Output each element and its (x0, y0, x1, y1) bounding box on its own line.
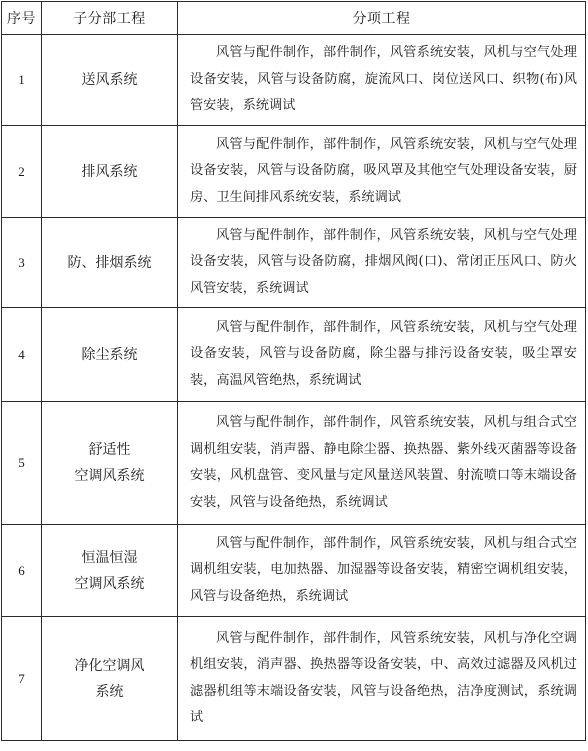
row-subdivision-line: 舒适性 (88, 442, 131, 458)
row-subdivision-line: 空调风系统 (74, 575, 145, 592)
row-items-text: 风管与配件制作，部件制作，风管系统安装，风机与空气处理设备安装，风管与设备防腐，排烟风阀(口)、常闭正压风口、防火风管安装，系统调试 (190, 227, 577, 296)
row-items-text: 风管与配件制作，部件制作，风管系统安装，风机与空气处理设备安装，风管与设备防腐，旋流风口、岗位送风口、织物(布)风管安装，系统调试 (190, 45, 577, 114)
row-items (178, 218, 586, 308)
row-subdivision-line: 恒温恒湿 (81, 549, 138, 566)
row-items-text: 风管与配件制作，部件制作，风管系统安装，风机与组合式空调机组安装，消声器、静电除尘器、换热器、紫外线灭菌器等设备安装，风机盘管、变风量与定风量送风装置、射流喷口等末端设备安装，风管与设备绝热，系统调试 (190, 415, 577, 510)
row-items (178, 402, 586, 525)
row-items (178, 35, 586, 126)
header-subdivision: 子分部工程 (42, 2, 178, 35)
row-no: 7 (2, 617, 42, 741)
row-items-text: 风管与配件制作，部件制作，风管系统安装，风机与组合式空调机组安装，电加热器、加湿器等设备安装，精密空调机组安装，风管与设备绝热，系统调试 (190, 535, 577, 604)
row-no: 2 (2, 126, 42, 218)
header-no: 序号 (2, 2, 42, 35)
table-row (2, 617, 586, 741)
table-row (2, 35, 586, 126)
row-items (178, 126, 586, 218)
row-subdivision (42, 402, 178, 525)
table-row (2, 218, 586, 308)
table-row (2, 126, 586, 218)
row-subdivision (42, 617, 178, 741)
row-items (178, 617, 586, 741)
row-no: 1 (2, 35, 42, 126)
row-subdivision: 除尘系统 (42, 308, 178, 402)
row-subdivision (42, 525, 178, 617)
row-items-text: 风管与配件制作，部件制作，风管系统安装，风机与空气处理设备安装，风管与设备防腐，除尘器与排污设备安装，吸尘罩安装，高温风管绝热，系统调试 (190, 319, 577, 388)
row-items-text: 风管与配件制作，部件制作，风管系统安装，风机与空气处理设备安装，风管与设备防腐，吸风罩及其他空气处理设备安装，厨房、卫生间排风系统安装，系统调试 (190, 136, 577, 205)
row-subdivision-line: 净化空调风 (74, 657, 145, 674)
row-no: 3 (2, 218, 42, 308)
table-row (2, 402, 586, 525)
row-no: 4 (2, 308, 42, 402)
row-items (178, 308, 586, 402)
row-items-text: 风管与配件制作，部件制作，风管系统安装，风机与净化空调机组安装，消声器、换热器等设备安装，中、高效过滤器及风机过滤器机组等末端设备安装，风管与设备绝热，洁净度测试，系统调试 (190, 630, 577, 725)
row-items (178, 525, 586, 617)
row-subdivision: 防、排烟系统 (42, 218, 178, 308)
header-items: 分项工程 (178, 2, 586, 35)
row-no: 5 (2, 402, 42, 525)
table-row (2, 308, 586, 402)
header-row (2, 2, 586, 35)
table-row (2, 525, 586, 617)
row-subdivision-line: 系统 (95, 683, 124, 700)
row-no: 6 (2, 525, 42, 617)
row-subdivision: 排风系统 (42, 126, 178, 218)
row-subdivision-line: 空调风系统 (74, 468, 145, 484)
subdivision-table (1, 1, 586, 741)
row-subdivision: 送风系统 (42, 35, 178, 126)
